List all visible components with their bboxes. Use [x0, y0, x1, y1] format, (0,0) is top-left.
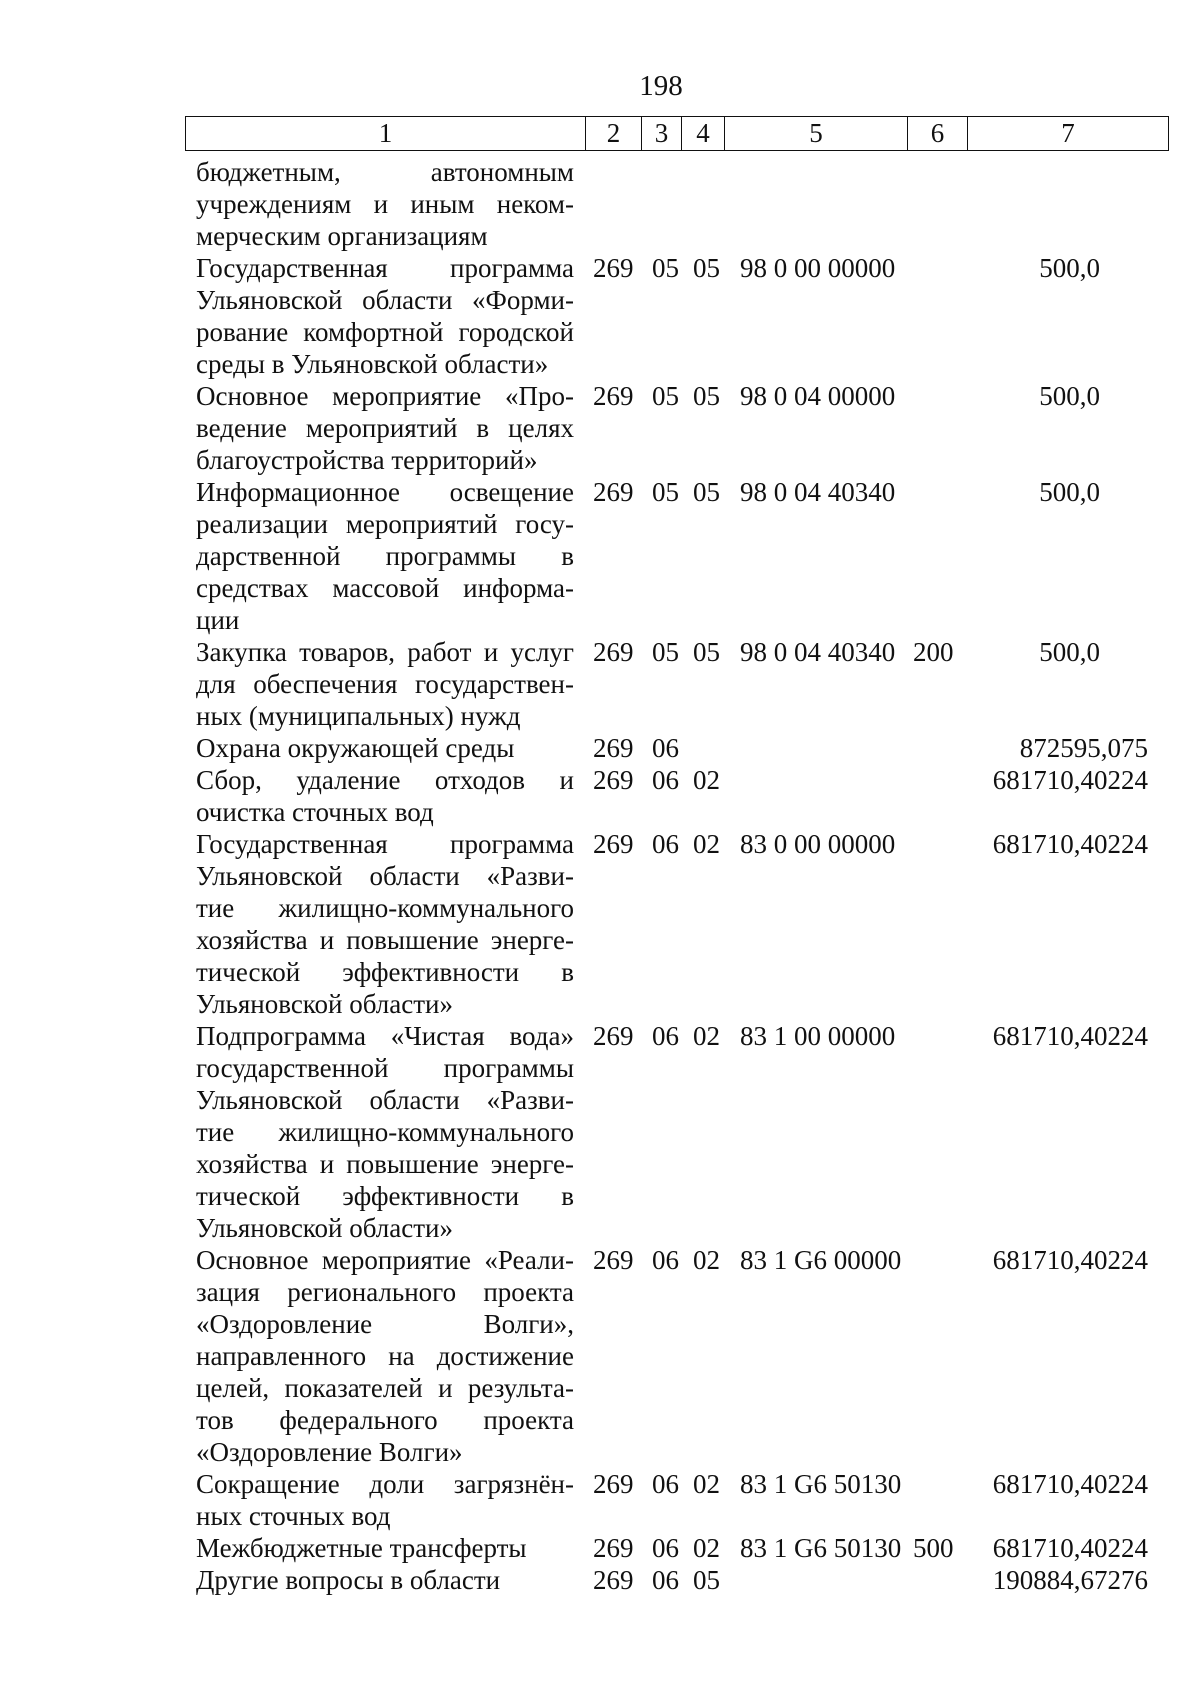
code-ministry: 269 — [593, 253, 634, 283]
code-expense-type: 500 — [913, 1533, 954, 1563]
header-col-5: 5 — [725, 117, 908, 150]
description-line: хозяйства и повышение энерге- — [196, 1149, 574, 1179]
amount: 190884,67276 — [992, 1565, 1148, 1595]
row-description — [196, 732, 574, 764]
description-line: ных (муниципальных) нужд — [196, 701, 521, 731]
amount: 681710,40224 — [992, 1533, 1148, 1563]
description-line: благоустройства территорий» — [196, 445, 538, 475]
code-subsection: 02 — [693, 1021, 720, 1051]
header-col-6: 6 — [908, 117, 968, 150]
code-target-article: 98 0 04 00000 — [740, 381, 896, 411]
description-line: Государственная программа — [196, 253, 574, 283]
code-target-article: 98 0 04 40340 — [740, 477, 896, 507]
row-description — [196, 1532, 574, 1564]
code-section: 05 — [652, 381, 679, 411]
description-line: для обеспечения государствен- — [196, 669, 574, 699]
description-line: Другие вопросы в области — [196, 1565, 501, 1595]
description-line: реализации мероприятий госу- — [196, 509, 574, 539]
code-section: 06 — [652, 733, 679, 763]
description-line: «Оздоровление Волги» — [196, 1437, 463, 1467]
code-section: 06 — [652, 829, 679, 859]
code-section: 06 — [652, 765, 679, 795]
code-subsection: 05 — [693, 253, 720, 283]
code-subsection: 05 — [693, 637, 720, 667]
code-ministry: 269 — [593, 765, 634, 795]
table-row — [0, 476, 1200, 636]
code-ministry: 269 — [593, 829, 634, 859]
description-line: Ульяновской области» — [196, 989, 454, 1019]
code-target-article: 83 1 G6 00000 — [740, 1245, 902, 1275]
code-target-article: 83 1 G6 50130 — [740, 1533, 902, 1563]
description-line: Ульяновской области» — [196, 1213, 454, 1243]
description-line: Основное мероприятие «Про- — [196, 381, 574, 411]
code-target-article: 98 0 04 40340 — [740, 637, 896, 667]
table-row — [0, 252, 1200, 380]
description-line: среды в Ульяновской области» — [196, 349, 549, 379]
amount: 500,0 — [1039, 637, 1100, 667]
code-ministry: 269 — [593, 1469, 634, 1499]
table-row — [0, 636, 1200, 732]
description-line: Сокращение доли загрязнён- — [196, 1469, 574, 1499]
code-section: 06 — [652, 1469, 679, 1499]
code-target-article: 83 1 00 00000 — [740, 1021, 896, 1051]
description-line: рование комфортной городской — [196, 317, 574, 347]
code-section: 05 — [652, 637, 679, 667]
header-col-7: 7 — [1061, 118, 1075, 148]
code-subsection: 02 — [693, 1469, 720, 1499]
code-ministry: 269 — [593, 1021, 634, 1051]
table-row — [0, 1564, 1200, 1596]
code-subsection: 02 — [693, 765, 720, 795]
header-col-3: 3 — [642, 117, 682, 150]
budget-table-body — [0, 156, 1200, 1596]
row-description — [196, 1468, 574, 1532]
table-row — [0, 1532, 1200, 1564]
table-row — [0, 380, 1200, 476]
amount: 500,0 — [1039, 253, 1100, 283]
row-description — [196, 636, 574, 732]
table-row — [0, 764, 1200, 828]
row-description — [196, 1020, 574, 1244]
description-line: очистка сточных вод — [196, 797, 434, 827]
description-line: ных сточных вод — [196, 1501, 391, 1531]
description-line: Основное мероприятие «Реали- — [196, 1245, 574, 1275]
table-row — [0, 156, 1200, 252]
description-line: ции — [196, 605, 240, 635]
amount: 872595,075 — [1019, 733, 1148, 763]
description-line: мерческим организациям — [196, 221, 488, 251]
description-line: тической эффективности в — [196, 1181, 574, 1211]
header-col-4: 4 — [682, 117, 725, 150]
code-section: 06 — [652, 1565, 679, 1595]
description-line: тие жилищно-коммунального — [196, 1117, 574, 1147]
row-description — [196, 764, 574, 828]
row-description — [196, 828, 574, 1020]
code-subsection: 02 — [693, 1245, 720, 1275]
description-line: дарственной программы в — [196, 541, 574, 571]
description-line: ведение мероприятий в целях — [196, 413, 574, 443]
amount: 681710,40224 — [992, 1021, 1148, 1051]
code-target-article: 98 0 00 00000 — [740, 253, 896, 283]
description-line: учреждениям и иным неком- — [196, 189, 574, 219]
code-ministry: 269 — [593, 477, 634, 507]
description-line: средствах массовой информа- — [196, 573, 574, 603]
code-subsection: 02 — [693, 829, 720, 859]
table-row — [0, 1244, 1200, 1468]
amount: 500,0 — [1039, 477, 1100, 507]
code-subsection: 05 — [693, 1565, 720, 1595]
description-line: государственной программы — [196, 1053, 574, 1083]
code-ministry: 269 — [593, 1533, 634, 1563]
code-section: 06 — [652, 1021, 679, 1051]
description-line: целей, показателей и результа- — [196, 1373, 574, 1403]
code-section: 06 — [652, 1245, 679, 1275]
description-line: направленного на достижение — [196, 1341, 574, 1371]
header-col-1: 1 — [186, 117, 586, 150]
code-ministry: 269 — [593, 733, 634, 763]
code-subsection: 05 — [693, 381, 720, 411]
row-description — [196, 1564, 574, 1596]
header-col-2: 2 — [586, 117, 642, 150]
code-subsection: 02 — [693, 1533, 720, 1563]
amount: 681710,40224 — [992, 829, 1148, 859]
description-line: «Оздоровление Волги», — [196, 1309, 574, 1339]
row-description — [196, 1244, 574, 1468]
code-ministry: 269 — [593, 1245, 634, 1275]
description-line: хозяйства и повышение энерге- — [196, 925, 574, 955]
code-target-article: 83 1 G6 50130 — [740, 1469, 902, 1499]
code-section: 05 — [652, 253, 679, 283]
description-line: Государственная программа — [196, 829, 574, 859]
description-line: Закупка товаров, работ и услуг — [196, 637, 574, 667]
row-description — [196, 252, 574, 380]
code-ministry: 269 — [593, 1565, 634, 1595]
table-row — [0, 828, 1200, 1020]
description-line: тие жилищно-коммунального — [196, 893, 574, 923]
table-row — [0, 732, 1200, 764]
description-line: Межбюджетные трансферты — [196, 1533, 527, 1563]
code-ministry: 269 — [593, 381, 634, 411]
amount: 500,0 — [1039, 381, 1100, 411]
code-section: 05 — [652, 477, 679, 507]
description-line: Сбор, удаление отходов и — [196, 765, 574, 795]
code-target-article: 83 0 00 00000 — [740, 829, 896, 859]
code-subsection: 05 — [693, 477, 720, 507]
amount: 681710,40224 — [992, 765, 1148, 795]
code-section: 06 — [652, 1533, 679, 1563]
description-line: тической эффективности в — [196, 957, 574, 987]
table-header — [185, 116, 1169, 151]
code-ministry: 269 — [593, 637, 634, 667]
table-row — [0, 1468, 1200, 1532]
description-line: Ульяновской области «Разви- — [196, 1085, 574, 1115]
description-line: тов федерального проекта — [196, 1405, 574, 1435]
table-row — [0, 1020, 1200, 1244]
description-line: Подпрограмма «Чистая вода» — [196, 1021, 574, 1051]
code-expense-type: 200 — [913, 637, 954, 667]
page-number: 198 — [639, 70, 683, 102]
description-line: Охрана окружающей среды — [196, 733, 515, 763]
description-line: Информационное освещение — [196, 477, 574, 507]
description-line: Ульяновской области «Форми- — [196, 285, 574, 315]
description-line: бюджетным, автономным — [196, 157, 574, 187]
row-description — [196, 476, 574, 636]
amount: 681710,40224 — [992, 1245, 1148, 1275]
description-line: зация регионального проекта — [196, 1277, 574, 1307]
description-line: Ульяновской области «Разви- — [196, 861, 574, 891]
row-description — [196, 156, 574, 252]
amount: 681710,40224 — [992, 1469, 1148, 1499]
row-description — [196, 380, 574, 476]
